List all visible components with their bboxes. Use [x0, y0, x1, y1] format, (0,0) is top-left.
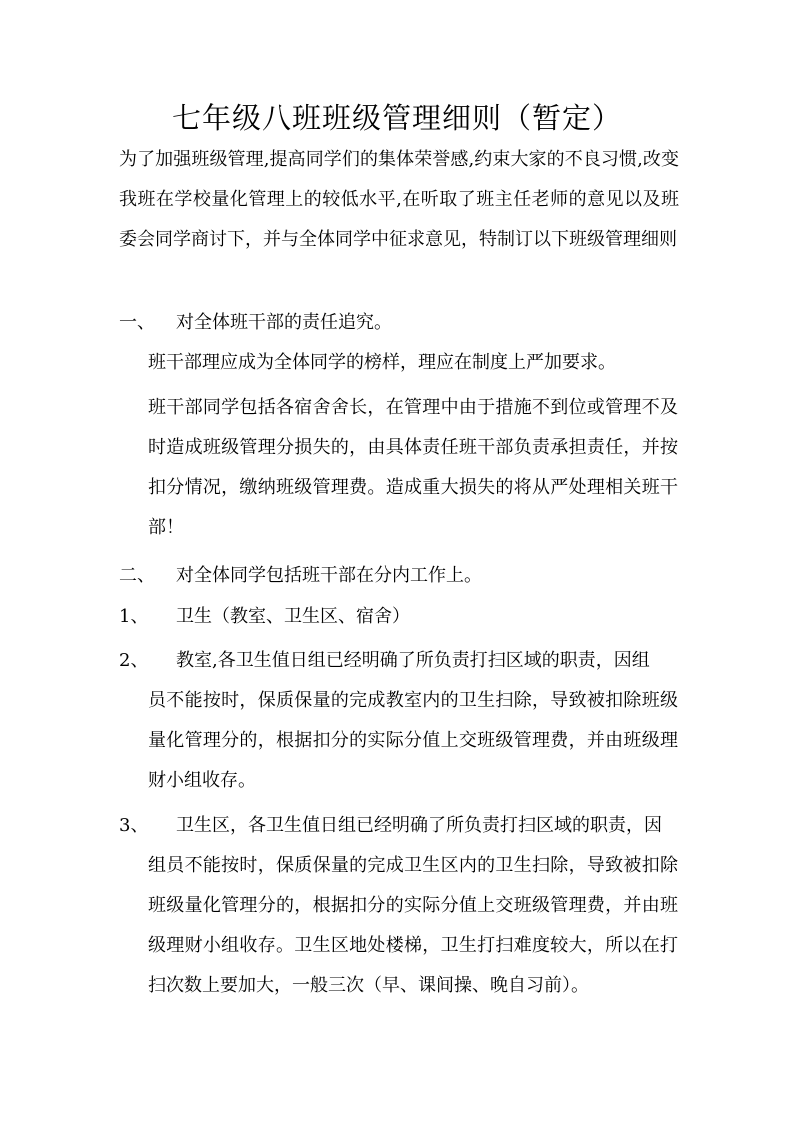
section-2-heading: [119, 556, 482, 596]
list-item-2: [119, 641, 650, 681]
section-1-title: 对全体班干部的责任追究。: [176, 312, 392, 333]
list-item-3-number: 3、: [119, 815, 149, 836]
list-item-1-number: 1、: [119, 606, 149, 627]
section-2-title: 对全体同学包括班干部在分内工作上。: [176, 565, 482, 586]
list-item-3-first-line: 卫生区，各卫生值日组已经明确了所负责打扫区域的职责，因: [176, 815, 662, 836]
list-item-2-continuation: 员不能按时，保质保量的完成教室内的卫生扫除，导致被扣除班级量化管理分的，根据扣分的实际分值上交班级管理费，并由班级理财小组收存。: [148, 690, 678, 791]
intro-paragraph: 为了加强班级管理,提高同学们的集体荣誉感,约束大家的不良习惯,改变我班在学校量化管理上的较低水平,在听取了班主任老师的意见以及班委会同学商讨下，并与全体同学中征求意见，特制订以下班级管理细则: [119, 149, 679, 250]
section-1-paragraph-1: 班干部理应成为全体同学的榜样，理应在制度上严加要求。: [148, 352, 616, 373]
list-item-3-continuation: 组员不能按时，保质保量的完成卫生区内的卫生扫除，导致被扣除班级量化管理分的，根据扣分的实际分值上交班级管理费，并由班级理财小组收存。卫生区地处楼梯，卫生打扫难度较大，所以在打扫次数上要加大，一般三次（早、课间操、晚自习前）。: [148, 855, 678, 996]
section-1-number: 一、: [119, 312, 155, 333]
list-item-1-text: 卫生（教室、卫生区、宿舍）: [176, 606, 410, 627]
list-item-3: [119, 806, 662, 846]
list-item-2-first-line: 教室,各卫生值日组已经明确了所负责打扫区域的职责，因组: [176, 650, 650, 671]
section-2-number: 二、: [119, 565, 155, 586]
page-title: 七年级八班班级管理细则（暂定）: [171, 101, 622, 135]
section-1-heading: [119, 303, 392, 343]
list-item-2-number: 2、: [119, 650, 149, 671]
list-item-1: [119, 597, 410, 637]
section-1-paragraph-2: 班干部同学包括各宿舍舍长，在管理中由于措施不到位或管理不及时造成班级管理分损失的，由具体责任班干部负责承担责任，并按扣分情况，缴纳班级管理费。造成重大损失的将从严处理相关班干部！: [148, 397, 678, 538]
